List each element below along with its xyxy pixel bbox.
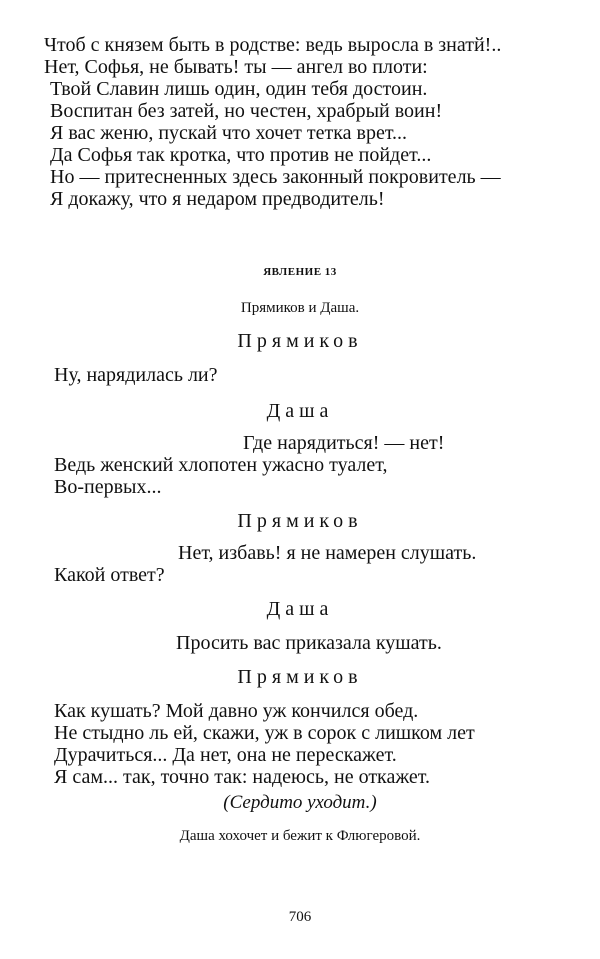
speaker-name: Прямиков (237, 510, 363, 532)
dialogue-line: Как кушать? Мой давно уж кончился обед. (54, 700, 419, 722)
dialogue-line: Ну, нарядилась ли? (54, 364, 218, 386)
stage-direction: (Сердито уходит.) (223, 792, 377, 813)
dialogue-line: Не стыдно ль ей, скажи, уж в сорок с лишком лет (54, 722, 475, 744)
verse-line: Я докажу, что я недаром предводитель! (50, 188, 385, 210)
verse-line: Да Софья так кротка, что против не пойдет... (50, 144, 432, 166)
speaker-name: Прямиков (237, 666, 363, 688)
speaker-name: Прямиков (237, 330, 363, 352)
dialogue-line: Во-первых... (54, 476, 162, 498)
dialogue-line: Ведь женский хлопотен ужасно туалет, (54, 454, 388, 476)
verse-line: Нет, Софья, не бывать! ты — ангел во плоти: (44, 56, 428, 78)
verse-line: Я вас женю, пускай что хочет тетка врет... (50, 122, 408, 144)
dialogue-line: Где нарядиться! — нет! (243, 432, 445, 454)
scene-characters: Прямиков и Даша. (240, 300, 360, 316)
speaker-name: Даша (266, 400, 334, 422)
verse-line: Но — притесненных здесь законный покровитель — (50, 166, 501, 188)
dialogue-line: Просить вас приказала кушать. (176, 632, 442, 654)
closing-note: Даша хохочет и бежит к Флюгеровой. (179, 828, 421, 844)
dialogue-line: Нет, избавь! я не намерен слушать. (178, 542, 477, 564)
speaker-name: Даша (266, 598, 334, 620)
page-number: 706 (288, 909, 312, 925)
scene-heading: ЯВЛЕНИЕ 13 (263, 266, 337, 278)
dialogue-line: Я сам... так, точно так: надеюсь, не откажет. (54, 766, 431, 788)
verse-line: Воспитан без затей, но честен, храбрый воин! (50, 100, 443, 122)
verse-line: Твой Славин лишь один, один тебя достоин. (50, 78, 428, 100)
verse-line: Чтоб с князем быть в родстве: ведь выросла в знатй!.. (44, 34, 502, 56)
dialogue-line: Дурачиться... Да нет, она не перескажет. (54, 744, 397, 766)
dialogue-line: Какой ответ? (54, 564, 165, 586)
